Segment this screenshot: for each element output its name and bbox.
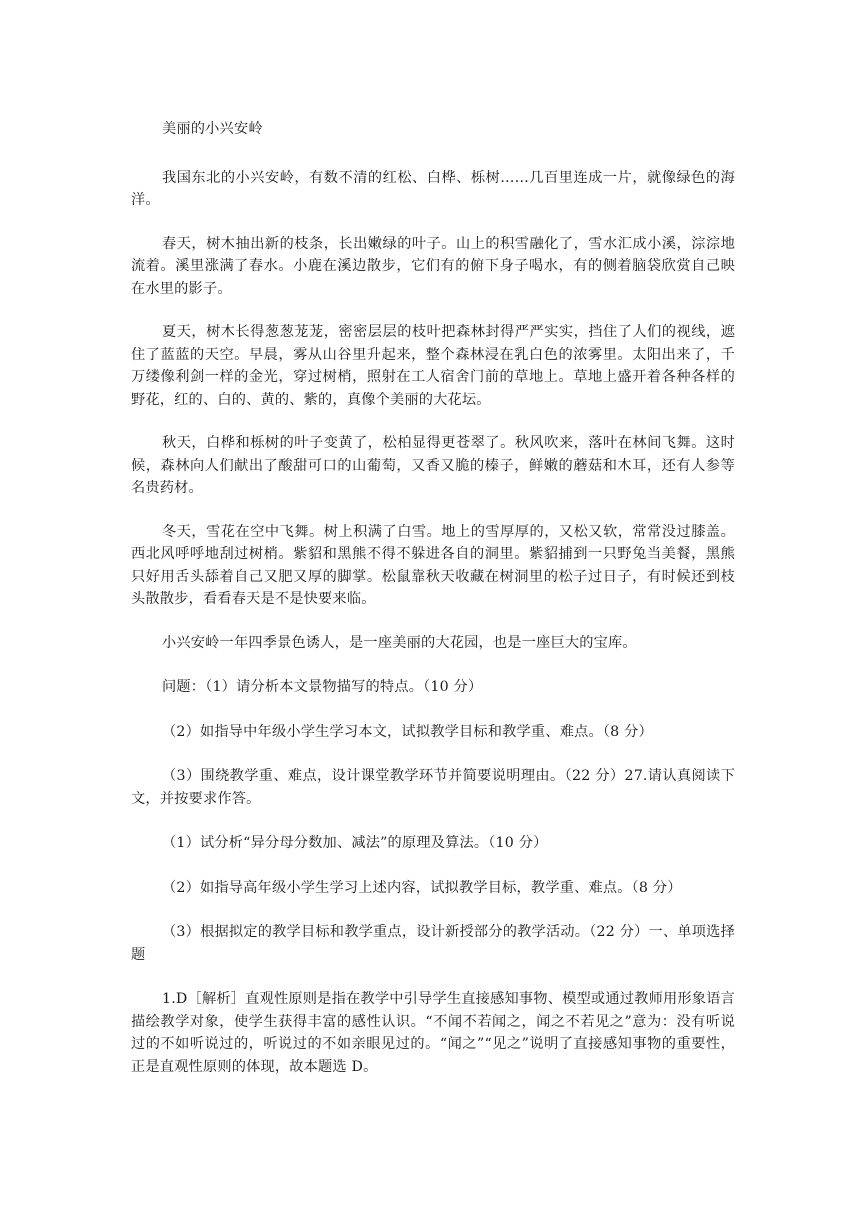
answer-explanation: 1.D［解析］直观性原则是指在教学中引导学生直接感知事物、模型或通过教师用形象语言描绘教学对象，使学生获得丰富的感性认识。“不闻不若闻之，闻之不若见之”意为：没有听说过的不如听说过的，听说过的不如亲眼见过的。“闻之”“见之”说明了直接感知事物的重要性，正是直观性原则的体现，故本题选 D。	[131, 991, 735, 1075]
question-3: （3）围绕教学重、难点，设计课堂教学环节并简要说明理由。（22 分）27.请认真阅读下文，并按要求作答。	[131, 768, 735, 807]
article-title: 美丽的小兴安岭	[162, 121, 263, 137]
paragraph-conclusion: 小兴安岭一年四季景色诱人，是一座美丽的大花园，也是一座巨大的宝库。	[162, 634, 637, 651]
question-2: （2）如指导中年级小学生学习本文，试拟教学目标和教学重、难点。（8 分）	[162, 723, 653, 740]
question-5: （2）如指导高年级小学生学习上述内容，试拟教学目标，教学重、难点。（8 分）	[162, 879, 682, 896]
paragraph-autumn: 秋天，白桦和栎树的叶子变黄了，松柏显得更苍翠了。秋风吹来，落叶在林间飞舞。这时候，森林向人们献出了酸甜可口的山葡萄，又香又脆的榛子，鲜嫩的蘑菇和木耳，还有人参等名贵药材。	[131, 435, 735, 496]
question-4: （1）试分析“异分母分数加、减法”的原理及算法。（10 分）	[162, 835, 548, 851]
question-1: 问题：（1）请分析本文景物描写的特点。（10 分）	[162, 679, 483, 695]
question-6: （3）根据拟定的教学目标和教学重点，设计新授部分的教学活动。（22 分）一、单项选择题	[131, 924, 735, 963]
paragraph-winter: 冬天，雪花在空中飞舞。树上积满了白雪。地上的雪厚厚的，又松又软，常常没过膝盖。西北风呼呼地刮过树梢。紫貂和黑熊不得不躲进各自的洞里。紫貂捕到一只野兔当美餐，黑熊只好用舌头舔着自己又肥又厚的脚掌。松鼠靠秋天收藏在树洞里的松子过日子，有时候还到枝头散散步，看看春天是不是快要来临。	[131, 523, 735, 607]
paragraph-summer: 夏天，树木长得葱葱茏茏，密密层层的枝叶把森林封得严严实实，挡住了人们的视线，遮住了蓝蓝的天空。早晨，雾从山谷里升起来，整个森林浸在乳白色的浓雾里。太阳出来了，千万缕像利剑一样的金光，穿过树梢，照射在工人宿舍门前的草地上。草地上盛开着各种各样的野花，红的、白的、黄的、紫的，真像个美丽的大花坛。	[131, 324, 735, 408]
paragraph-spring: 春天，树木抽出新的枝条，长出嫩绿的叶子。山上的积雪融化了，雪水汇成小溪，淙淙地流着。溪里涨满了春水。小鹿在溪边散步，它们有的俯下身子喝水，有的侧着脑袋欣赏自己映在水里的影子。	[131, 235, 735, 297]
document-page	[131, 118, 735, 1099]
paragraph-intro: 我国东北的小兴安岭，有数不清的红松、白桦、栎树……几百里连成一片，就像绿色的海洋。	[131, 169, 735, 208]
